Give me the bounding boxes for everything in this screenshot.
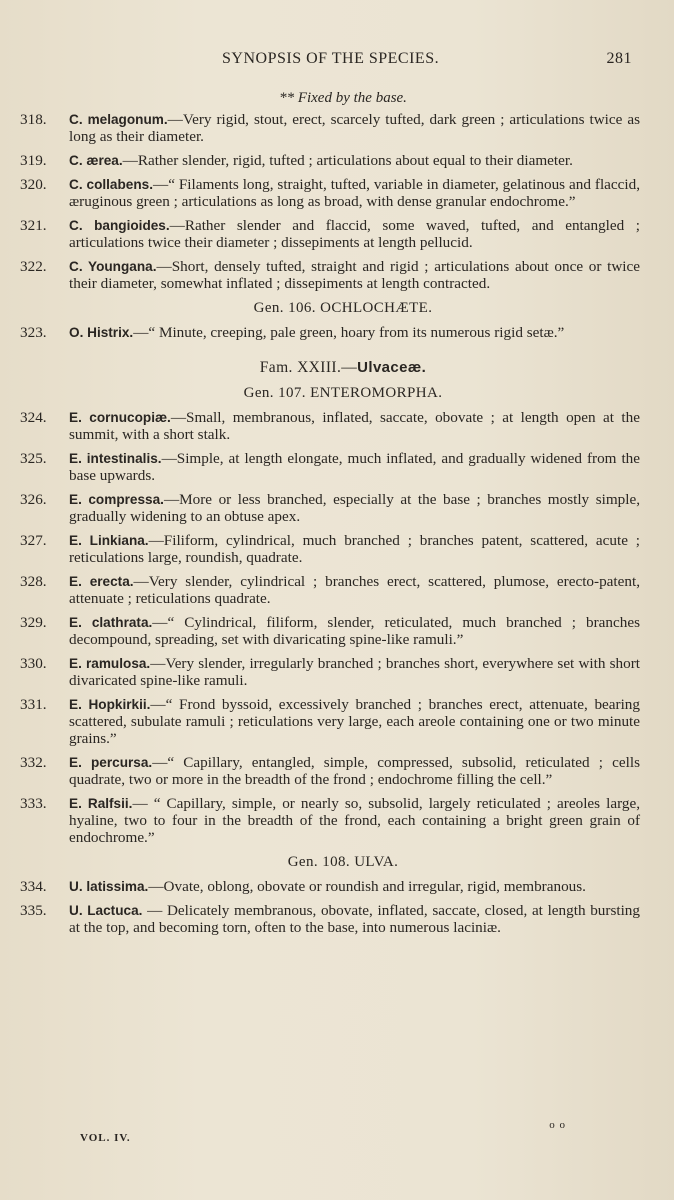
species-entry: [20, 258, 640, 292]
species-entry: [20, 532, 640, 566]
species-name: E. clathrata.: [69, 615, 153, 630]
species-entry: [20, 573, 640, 607]
species-name: E. erecta.: [69, 574, 134, 589]
signature-mark: o o: [549, 1119, 566, 1131]
species-entry: [20, 754, 640, 788]
entry-list-enteromorpha: [20, 409, 640, 846]
entry-number: 332.: [20, 754, 47, 771]
species-description: — Delicately membranous, obovate, inflated, saccate, closed, at length bursting at the top, and becoming torn, often to the base, into numerous laciniæ.: [69, 902, 640, 936]
species-name: C. collabens.: [69, 177, 153, 192]
species-name: C. ærea.: [69, 153, 123, 168]
species-description: —“ Cylindrical, filiform, slender, reticulated, much branched ; branches decompound, spreading, set with divaricating spine-like ramuli.”: [69, 614, 640, 648]
genus-heading: Gen. 108. ULVA.: [287, 854, 399, 870]
entry-number: 326.: [20, 491, 47, 508]
entry-number: 333.: [20, 795, 47, 812]
species-entry: [20, 450, 640, 484]
entry-number: 327.: [20, 532, 47, 549]
entry-number: 322.: [20, 258, 47, 275]
species-name: E. compressa.: [69, 492, 164, 507]
species-name: U. latissima.: [69, 879, 149, 894]
species-description: —“ Filaments long, straight, tufted, variable in diameter, gelatinous and flaccid, æruginous green ; articulations as long as broad, with dense granular endochrome.”: [69, 176, 640, 210]
species-description: —Rather slender, rigid, tufted ; articulations about equal to their diameter.: [122, 152, 573, 169]
species-description: —Simple, at length elongate, much inflated, and gradually widened from the base upwards.: [69, 450, 640, 484]
species-entry: [20, 902, 640, 936]
species-name: C. Youngana.: [69, 259, 157, 274]
species-description: —Very slender, cylindrical ; branches erect, scattered, plumose, erecto-patent, attenuate ; reticulations quadrate.: [69, 573, 640, 607]
species-entry: [20, 409, 640, 443]
species-entry: [20, 111, 641, 145]
species-name: E. percursa.: [69, 755, 153, 770]
entry-number: 335.: [20, 902, 47, 919]
volume-label: VOL. IV.: [80, 1132, 131, 1144]
species-description: —Very slender, irregularly branched ; branches short, everywhere set with short divaricated spine-like ramuli.: [69, 655, 640, 689]
species-entry: [20, 176, 640, 210]
species-name: E. Hopkirkii.: [69, 697, 151, 712]
species-entry: [20, 491, 640, 525]
entry-number: 323.: [20, 324, 47, 341]
species-name: E. Linkiana.: [69, 533, 149, 548]
entry-number: 324.: [20, 409, 47, 426]
species-entry: [20, 696, 640, 747]
species-description: —Rather slender and flaccid, some waved, tufted, and entangled ; articulations twice their diameter ; dissepiments at length pellucid.: [69, 217, 641, 251]
species-entry: [20, 655, 640, 689]
species-description: —“ Minute, creeping, pale green, hoary from its numerous rigid setæ.”: [133, 324, 565, 341]
entry-number: 329.: [20, 614, 47, 631]
entry-number: 319.: [20, 152, 47, 169]
species-description: —Filiform, cylindrical, much branched ; branches patent, scattered, acute ; reticulations large, roundish, quadrate.: [69, 532, 640, 566]
species-name: E. ramulosa.: [69, 656, 151, 671]
entry-list-ulva: [20, 878, 640, 936]
species-entry: [20, 324, 640, 341]
species-description: —“ Capillary, entangled, simple, compressed, subsolid, reticulated ; cells quadrate, two or more in the breadth of the frond ; endochrome filling the cell.”: [69, 754, 640, 788]
species-name: E. Ralfsii.: [69, 796, 133, 811]
entry-number: 334.: [20, 878, 47, 895]
entry-number: 321.: [20, 217, 47, 234]
species-entry: [20, 878, 640, 895]
family-name: Ulvaceæ.: [357, 359, 427, 376]
species-description: —Ovate, oblong, obovate or roundish and irregular, rigid, membranous.: [148, 878, 586, 895]
entry-number: 318.: [20, 111, 47, 128]
entry-number: 320.: [20, 176, 47, 193]
entry-number: 325.: [20, 450, 47, 467]
family-prefix: Fam. XXIII.—: [259, 359, 358, 376]
species-name: E. cornucopiæ.: [69, 410, 171, 425]
subheading: ** Fixed by the base.: [279, 90, 407, 106]
species-description: —“ Frond byssoid, excessively branched ; branches erect, attenuate, bearing scattered, subulate ramuli ; reticulations very large, each areole containing one or two minute grains.”: [69, 696, 640, 747]
entry-list-cladophora: [20, 111, 641, 292]
running-title: SYNOPSIS OF THE SPECIES.: [222, 50, 440, 67]
species-name: O. Histrix.: [69, 325, 134, 340]
species-name: C. melagonum.: [69, 112, 168, 127]
species-entry: [20, 217, 641, 251]
entry-number: 330.: [20, 655, 47, 672]
species-description: — “ Capillary, simple, or nearly so, subsolid, largely reticulated ; areoles large, hyaline, two to four in the breadth of the frond, each containing a bright green grain of endochrome.”: [69, 795, 640, 846]
species-entry: [20, 614, 640, 648]
species-entry: [20, 795, 640, 846]
genus-heading: Gen. 107. ENTEROMORPHA.: [243, 385, 443, 401]
species-entry: [20, 152, 640, 169]
species-description: —Very rigid, stout, erect, scarcely tufted, dark green ; articulations twice as long as their diameter.: [69, 111, 641, 145]
species-description: —More or less branched, especially at the base ; branches mostly simple, gradually widening to an obtuse apex.: [69, 491, 640, 525]
entry-number: 328.: [20, 573, 47, 590]
entry-number: 331.: [20, 696, 47, 713]
species-description: —Short, densely tufted, straight and rigid ; articulations about once or twice their diameter, somewhat inflated ; dissepiments at length contracted.: [69, 258, 640, 292]
species-name: C. bangioides.: [69, 218, 170, 233]
family-heading: [46, 359, 640, 377]
genus-heading: Gen. 106. OCHLOCHÆTE.: [253, 300, 433, 316]
species-name: E. intestinalis.: [69, 451, 162, 466]
species-name: U. Lactuca.: [69, 903, 143, 918]
page-number: 281: [606, 50, 632, 67]
running-header: [46, 40, 640, 68]
species-description: —Small, membranous, inflated, saccate, obovate ; at length open at the summit, with a short stalk.: [69, 409, 640, 443]
